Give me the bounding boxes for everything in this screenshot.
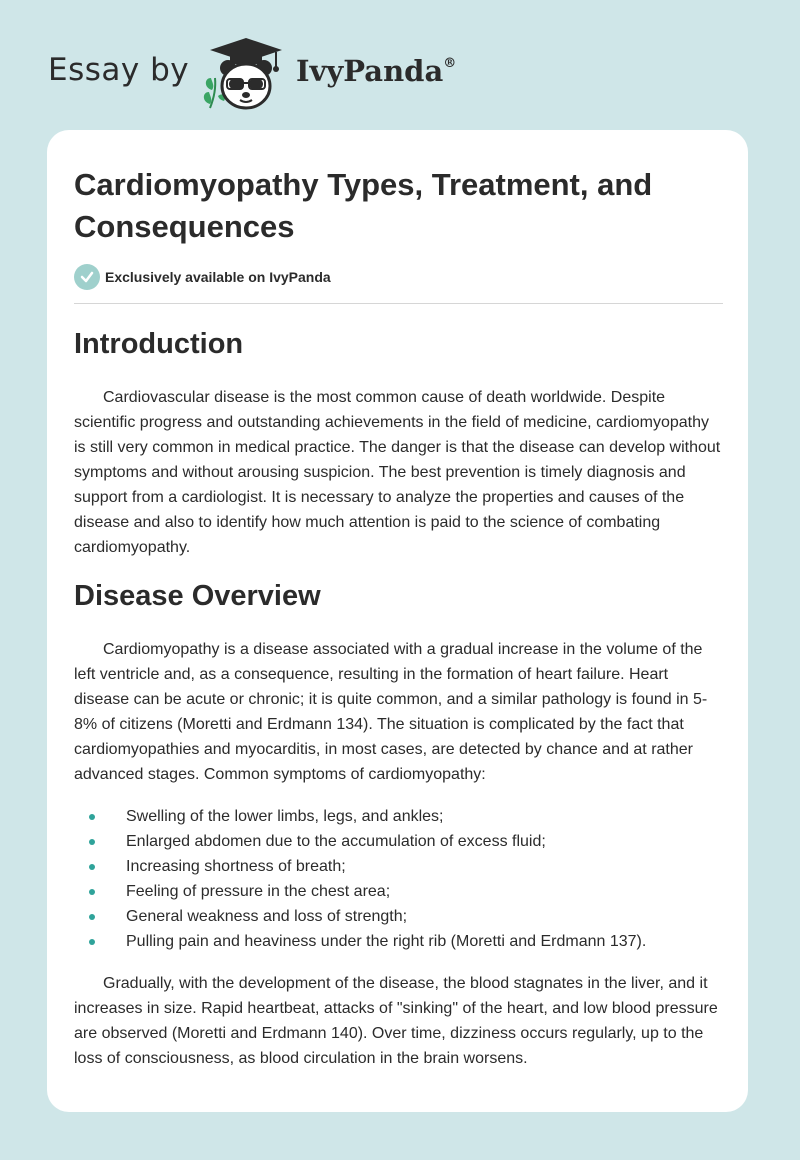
section-heading-disease-overview: Disease Overview <box>74 580 321 612</box>
site-header <box>0 0 800 130</box>
intro-paragraph: Cardiovascular disease is the most common cause of death worldwide. Despite scientific progress and outstanding achievements in the field of medicine, cardiomyopathy is still very common in medical practice. The danger is that the disease can develop without symptoms and without arousing suspicion. The best prevention is timely diagnosis and support from a cardiologist. It is necessary to analyze the properties and causes of the disease and also to identify how much attention is paid to the science of combating cardiomyopathy. <box>74 389 721 556</box>
essay-by-label: Essay by <box>48 52 190 88</box>
bullet-dot-icon <box>89 864 95 870</box>
page-title: Cardiomyopathy Types, Treatment, and Consequences <box>74 167 653 244</box>
article-card <box>47 130 748 1112</box>
exclusive-badge <box>74 264 331 290</box>
brand-name[interactable]: IvyPanda® <box>296 54 457 88</box>
bullet-dot-icon <box>89 914 95 920</box>
list-item: General weakness and loss of strength; <box>74 904 724 929</box>
exclusive-badge-label: Exclusively available on IvyPanda <box>105 269 331 285</box>
panda-logo-icon[interactable] <box>196 34 294 114</box>
title-divider <box>74 303 723 304</box>
registered-mark: ® <box>443 56 457 71</box>
list-item: Pulling pain and heaviness under the right rib (Moretti and Erdmann 137). <box>74 929 724 954</box>
list-item: Swelling of the lower limbs, legs, and ankles; <box>74 804 724 829</box>
bullet-dot-icon <box>89 939 95 945</box>
bullet-dot-icon <box>89 889 95 895</box>
check-circle-icon <box>74 264 100 290</box>
progression-paragraph: Gradually, with the development of the disease, the blood stagnates in the liver, and it increases in size. Rapid heartbeat, attacks of "sinking" of the heart, and low blood pressure are observed (Moretti and Erdmann 140). Over time, dizziness occurs regularly, up to the loss of consciousness, as blood circulation in the brain worsens. <box>74 975 718 1067</box>
list-item: Enlarged abdomen due to the accumulation of excess fluid; <box>74 829 724 854</box>
bullet-dot-icon <box>89 814 95 820</box>
section-heading-introduction: Introduction <box>74 328 244 360</box>
list-item: Increasing shortness of breath; <box>74 854 724 879</box>
overview-paragraph: Cardiomyopathy is a disease associated with a gradual increase in the volume of the left ventricle and, as a consequence, resulting in the formation of heart failure. Heart disease can be acute or chronic; it is quite common, and a similar pathology is found in 5-8% of citizens (Moretti and Erdmann 134). The situation is complicated by the fact that cardiomyopathies and myocarditis, in most cases, are detected by chance and at rather advanced stages. Common symptoms of cardiomyopathy: <box>74 641 708 783</box>
list-item: Feeling of pressure in the chest area; <box>74 879 724 904</box>
symptoms-list <box>74 804 724 954</box>
bullet-dot-icon <box>89 839 95 845</box>
